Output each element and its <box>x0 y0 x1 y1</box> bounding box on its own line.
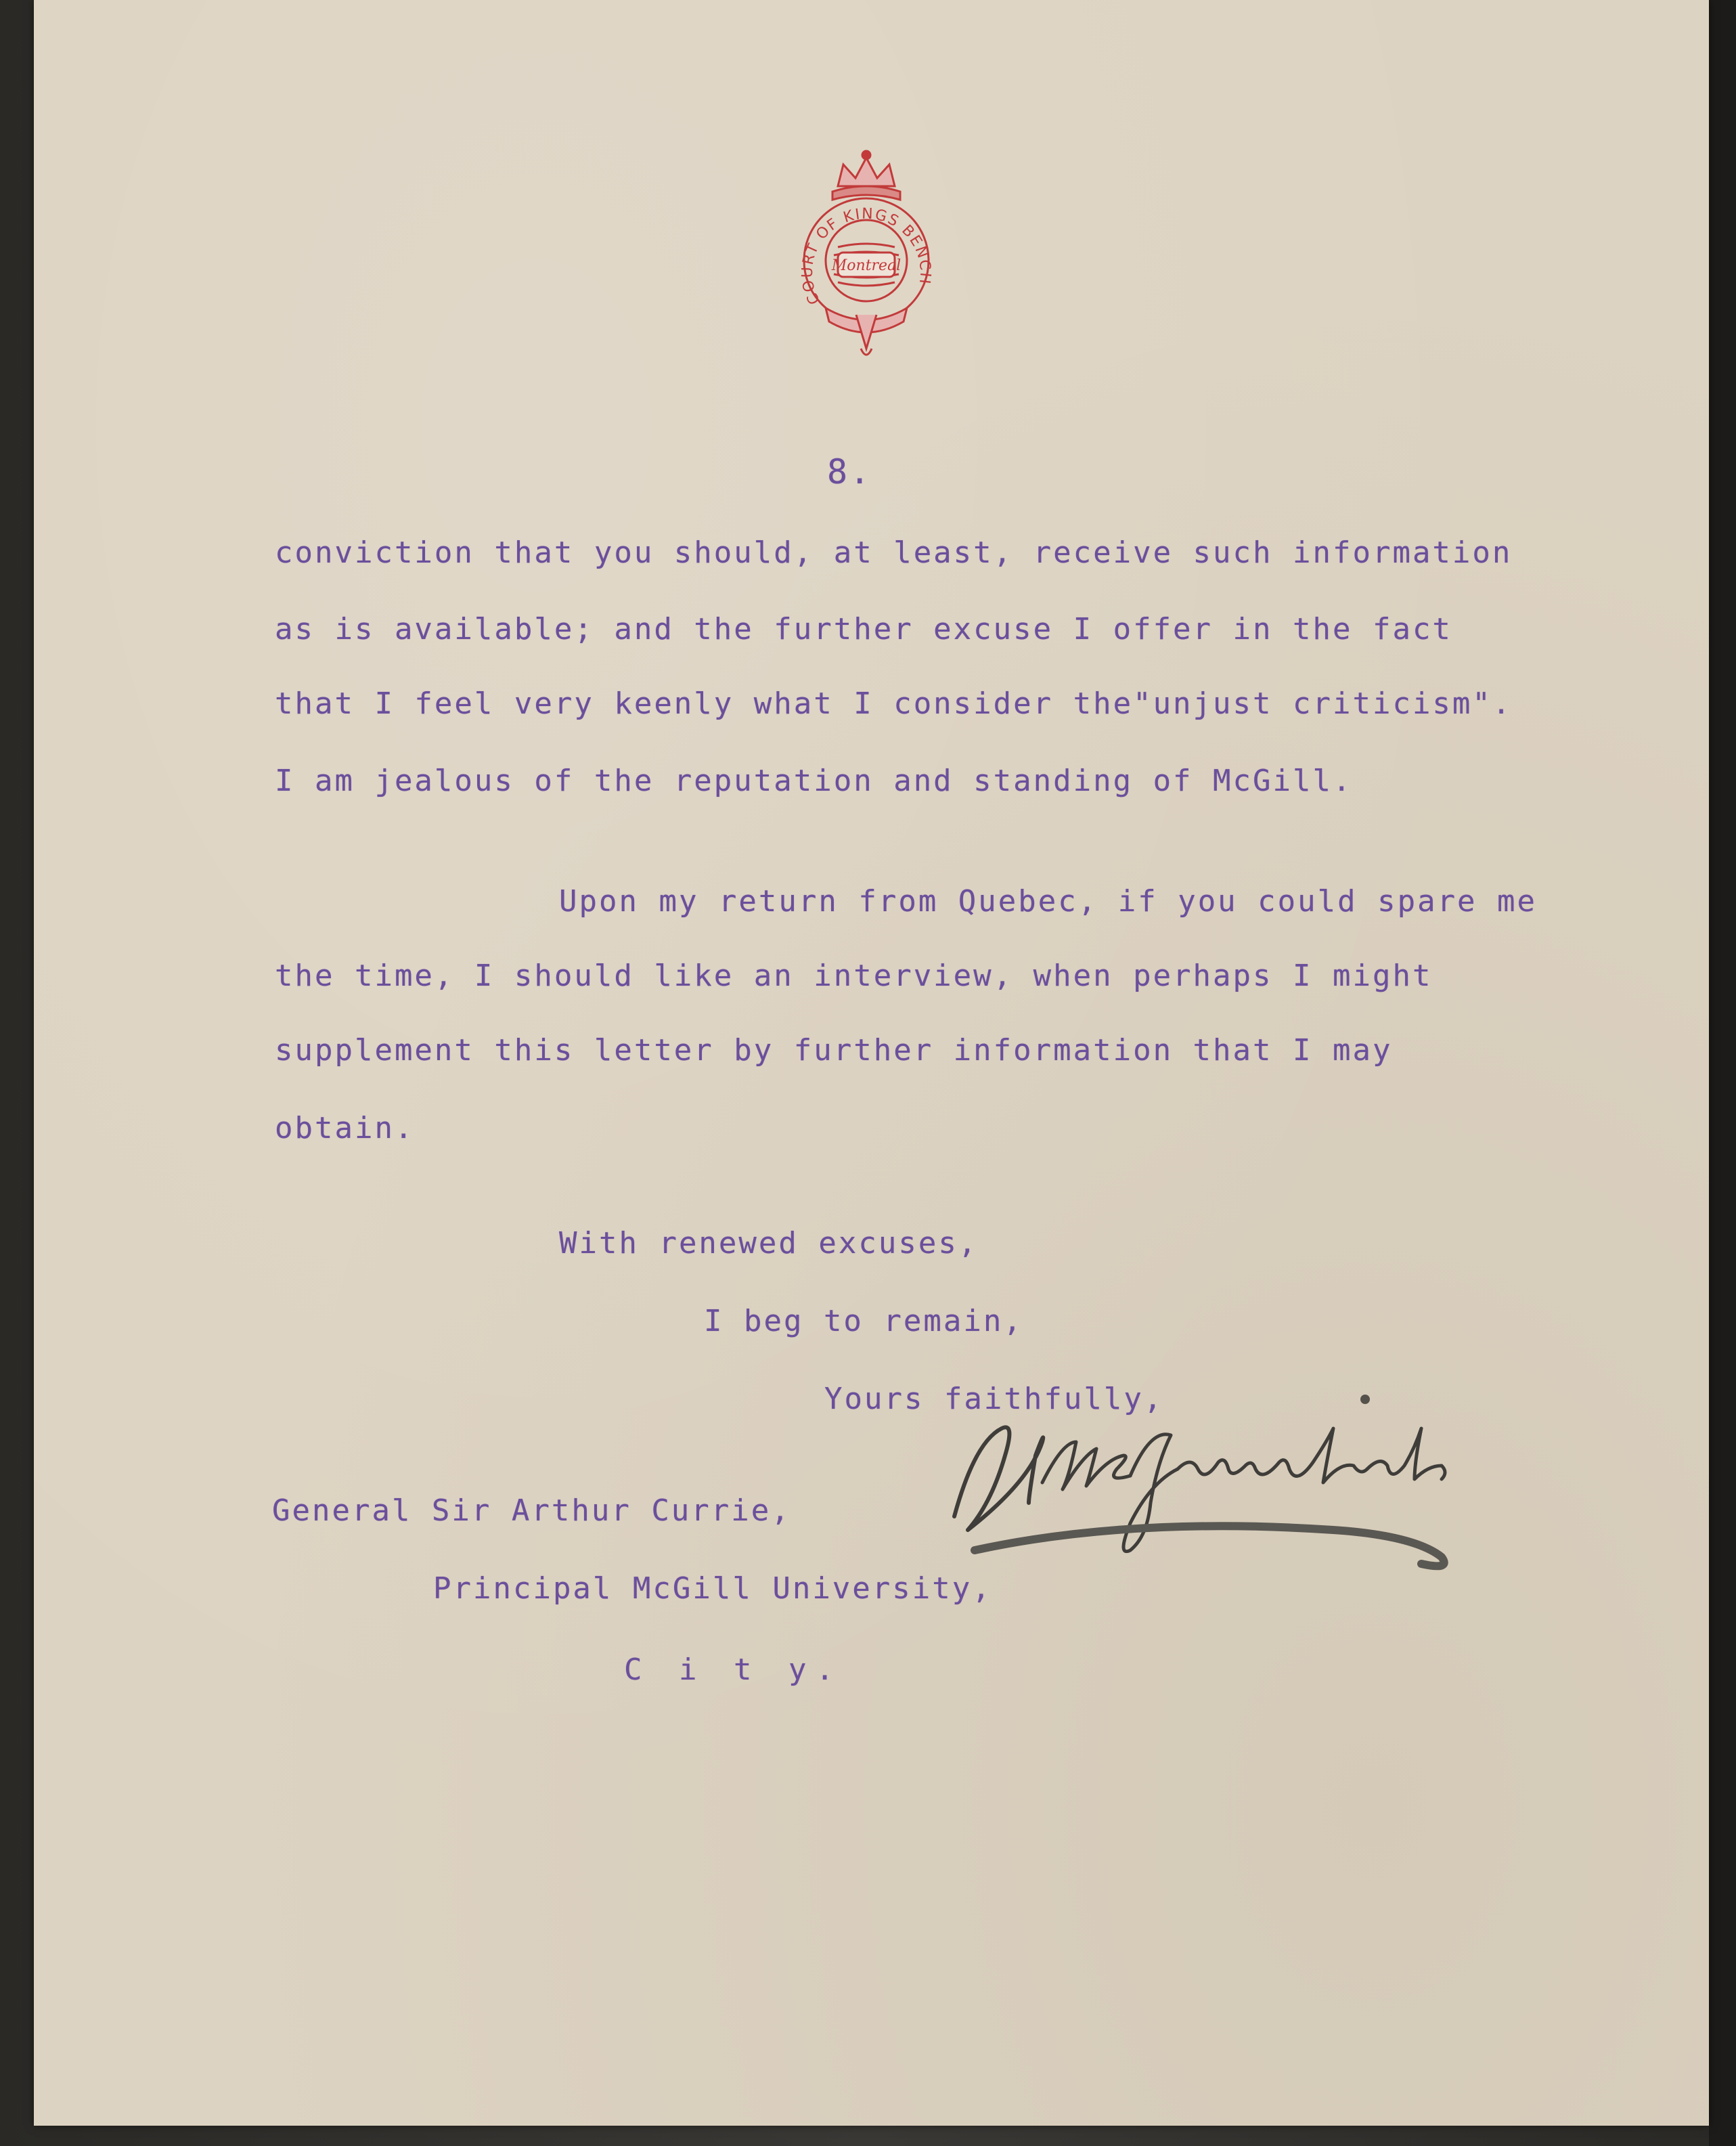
body-line: obtain. <box>275 1111 415 1145</box>
address-line-city: C i t y. <box>624 1652 843 1687</box>
body-line: supplement this letter by further information that I may <box>275 1033 1393 1068</box>
address-line-title: Principal McGill University, <box>433 1571 992 1606</box>
seal-center-text: Montreal <box>831 257 902 274</box>
page-number: 8. <box>827 452 872 491</box>
court-seal-icon <box>785 146 948 369</box>
body-line: Upon my return from Quebec, if you could spare me <box>559 884 1538 919</box>
closing-line: With renewed excuses, <box>559 1226 979 1261</box>
closing-line: I beg to remain, <box>704 1304 1023 1338</box>
seal-ring-text: COURT OF KINGS BENCH <box>799 205 934 307</box>
body-line: the time, I should like an interview, when perhaps I might <box>275 959 1433 993</box>
closing-line: Yours faithfully, <box>824 1382 1164 1416</box>
body-line: I am jealous of the reputation and standing of McGill. <box>275 764 1353 798</box>
address-line-name: General Sir Arthur Currie, <box>272 1493 791 1528</box>
ink-spot <box>1360 1395 1370 1404</box>
body-line: that I feel very keenly what I consider the"unjust criticism". <box>275 686 1513 721</box>
scanner-edge <box>1709 0 1736 2146</box>
body-line: conviction that you should, at least, receive such information <box>275 535 1513 570</box>
handwritten-signature <box>927 1401 1523 1625</box>
body-line: as is available; and the further excuse I offer in the fact <box>275 612 1452 647</box>
